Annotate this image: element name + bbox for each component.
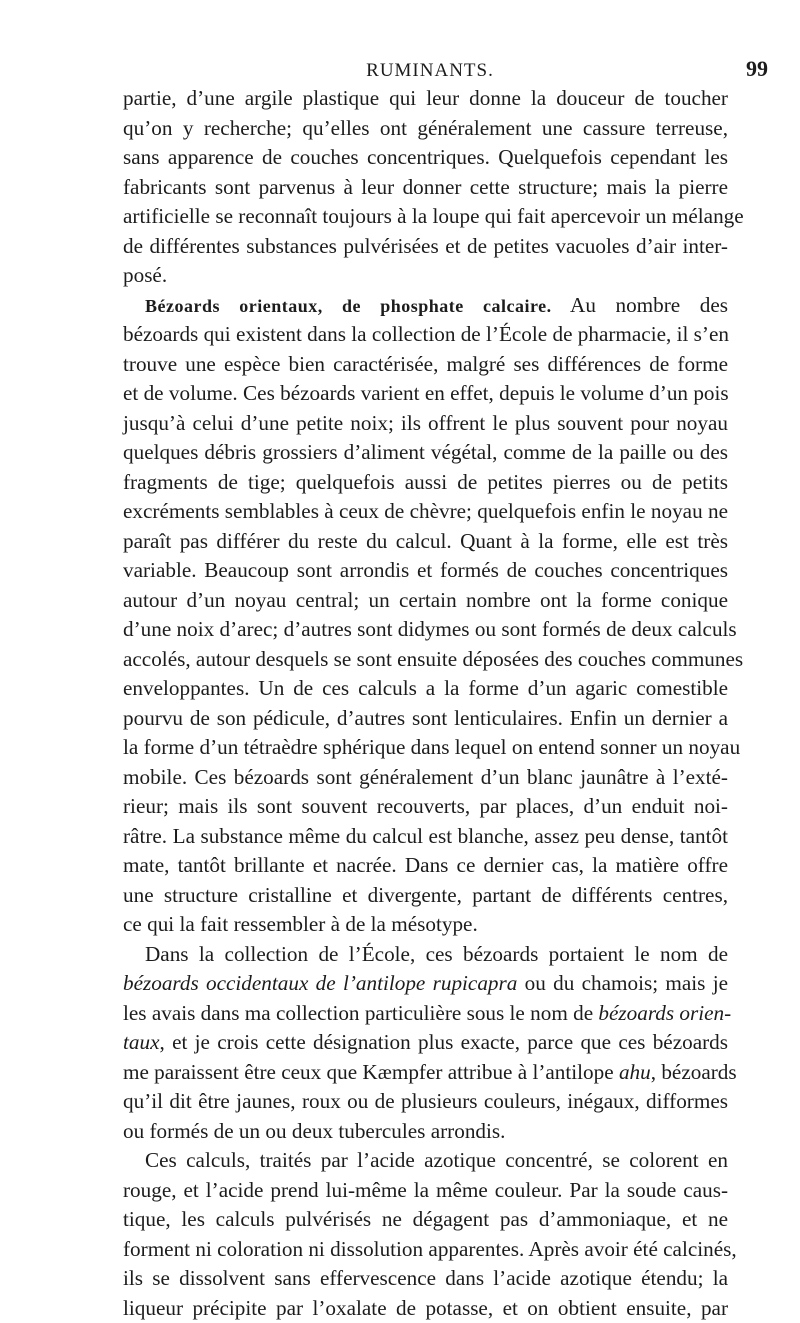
text-line xyxy=(123,822,728,852)
text-line xyxy=(123,379,728,409)
text-line xyxy=(123,792,728,822)
text-run: enveloppantes. Un de ces calculs a la forme d’un agaric comestible xyxy=(123,676,728,700)
text-line xyxy=(123,84,728,114)
text-line xyxy=(123,438,728,468)
text-line xyxy=(123,1058,728,1088)
text-run: mobile. Ces bézoards sont généralement d’un blanc jaunâtre à l’exté- xyxy=(123,765,728,789)
text-run: qu’on y recherche; qu’elles ont généralement une cassure terreuse, xyxy=(123,116,728,140)
text-run: variable. Beaucoup sont arrondis et formés de couches concentriques xyxy=(123,558,728,582)
text-line xyxy=(123,1146,728,1176)
text-run: pourvu de son pédicule, d’autres sont lenticulaires. Enfin un dernier a xyxy=(123,706,728,730)
text-run: ou du chamois; mais je xyxy=(517,971,728,995)
text-run: autour d’un noyau central; un certain nombre ont la forme conique xyxy=(123,588,728,612)
text-line xyxy=(123,851,728,881)
text-run: d’une noix d’arec; d’autres sont didymes ou sont formés de deux calculs xyxy=(123,617,737,641)
text-run: bézoards qui existent dans la collection de l’École de pharmacie, il s’en xyxy=(123,322,729,346)
text-line xyxy=(123,497,728,527)
italic-text: bézoards orien- xyxy=(598,1001,731,1025)
text-run: quelques débris grossiers d’aliment végétal, comme de la paille ou des xyxy=(123,440,728,464)
text-run: accolés, autour desquels se sont ensuite déposées des couches communes xyxy=(123,647,743,671)
text-run: ce qui la fait ressembler à de la mésotype. xyxy=(123,912,478,936)
text-line xyxy=(123,1087,728,1117)
text-line xyxy=(123,881,728,911)
text-run: ou formés de un ou deux tubercules arrondis. xyxy=(123,1119,505,1143)
text-run: Ces calculs, traités par l’acide azotique concentré, se colorent en xyxy=(145,1148,728,1172)
text-run: partie, d’une argile plastique qui leur donne la douceur de toucher xyxy=(123,86,728,110)
italic-text: taux xyxy=(123,1030,159,1054)
text-line xyxy=(123,320,728,350)
text-run: liqueur précipite par l’oxalate de potasse, et on obtient ensuite, par xyxy=(123,1296,728,1320)
text-run: posé. xyxy=(123,263,167,287)
text-run: les avais dans ma collection particulière sous le nom de xyxy=(123,1001,598,1025)
text-run: excréments semblables à ceux de chèvre; quelquefois enfin le noyau ne xyxy=(123,499,728,523)
text-line xyxy=(123,173,728,203)
text-line xyxy=(123,733,728,763)
text-run: râtre. La substance même du calcul est blanche, assez peu dense, tantôt xyxy=(123,824,728,848)
text-run: forment ni coloration ni dissolution apparentes. Après avoir été calcinés, xyxy=(123,1237,737,1261)
text-line xyxy=(123,1294,728,1323)
text-line xyxy=(123,1235,728,1265)
text-run: tique, les calculs pulvérisés ne dégagent pas d’ammoniaque, et ne xyxy=(123,1207,728,1231)
text-run: me paraissent être ceux que Kæmpfer attribue à l’antilope xyxy=(123,1060,619,1084)
page-number: 99 xyxy=(746,56,768,82)
text-run: , bézoards xyxy=(651,1060,737,1084)
text-line xyxy=(123,1028,728,1058)
text-run: rouge, et l’acide prend lui-même la même couleur. Par la soude caus- xyxy=(123,1178,728,1202)
text-line xyxy=(123,969,728,999)
text-line xyxy=(123,586,728,616)
text-run: qu’il dit être jaunes, roux ou de plusieurs couleurs, inégaux, difformes xyxy=(123,1089,728,1113)
text-line xyxy=(123,350,728,380)
text-run: trouve une espèce bien caractérisée, malgré ses différences de forme xyxy=(123,352,728,376)
text-line xyxy=(123,409,728,439)
section-heading: Bézoards orientaux, de phosphate calcaire. xyxy=(145,296,552,316)
text-run: Au nombre des xyxy=(552,293,728,317)
text-run: ils se dissolvent sans effervescence dans l’acide azotique étendu; la xyxy=(123,1266,728,1290)
text-run: artificielle se reconnaît toujours à la loupe qui fait apercevoir un mélange xyxy=(123,204,744,228)
text-line xyxy=(123,1117,728,1147)
text-run: mate, tantôt brillante et nacrée. Dans ce dernier cas, la matière offre xyxy=(123,853,728,877)
text-run: la forme d’un tétraèdre sphérique dans lequel on entend sonner un noyau xyxy=(123,735,740,759)
running-title: RUMINANTS. xyxy=(120,60,740,82)
text-run: paraît pas différer du reste du calcul. Quant à la forme, elle est très xyxy=(123,529,728,553)
text-line xyxy=(123,910,728,940)
text-run: fragments de tige; quelquefois aussi de petites pierres ou de petits xyxy=(123,470,728,494)
text-line xyxy=(123,1264,728,1294)
text-line xyxy=(123,704,728,734)
text-line xyxy=(123,556,728,586)
text-line xyxy=(123,202,728,232)
italic-text: bézoards occidentaux de l’antilope rupicapra xyxy=(123,971,517,995)
text-run: une structure cristalline et divergente, partant de différents centres, xyxy=(123,883,728,907)
text-line xyxy=(123,763,728,793)
text-run: et de volume. Ces bézoards varient en effet, depuis le volume d’un pois xyxy=(123,381,729,405)
text-line xyxy=(123,143,728,173)
text-line xyxy=(123,645,728,675)
text-run: fabricants sont parvenus à leur donner cette structure; mais la pierre xyxy=(123,175,728,199)
text-line xyxy=(123,114,728,144)
text-line xyxy=(123,468,728,498)
text-run: , et je crois cette désignation plus exacte, parce que ces bézoards xyxy=(159,1030,728,1054)
text-line xyxy=(123,291,728,321)
text-run: jusqu’à celui d’une petite noix; ils offrent le plus souvent pour noyau xyxy=(123,411,728,435)
text-line xyxy=(123,527,728,557)
text-line xyxy=(123,261,728,291)
italic-text: ahu xyxy=(619,1060,651,1084)
text-run: rieur; mais ils sont souvent recouverts, par places, d’un enduit noi- xyxy=(123,794,728,818)
text-line xyxy=(123,674,728,704)
text-line xyxy=(123,1205,728,1235)
body-text xyxy=(123,84,728,1323)
text-run: sans apparence de couches concentriques. Quelquefois cependant les xyxy=(123,145,728,169)
text-run: de différentes substances pulvérisées et de petites vacuoles d’air inter- xyxy=(123,234,728,258)
text-run: Dans la collection de l’École, ces bézoards portaient le nom de xyxy=(145,942,728,966)
text-line xyxy=(123,940,728,970)
text-line xyxy=(123,232,728,262)
text-line xyxy=(123,1176,728,1206)
text-line xyxy=(123,615,728,645)
page-header xyxy=(120,56,740,86)
text-line xyxy=(123,999,728,1029)
